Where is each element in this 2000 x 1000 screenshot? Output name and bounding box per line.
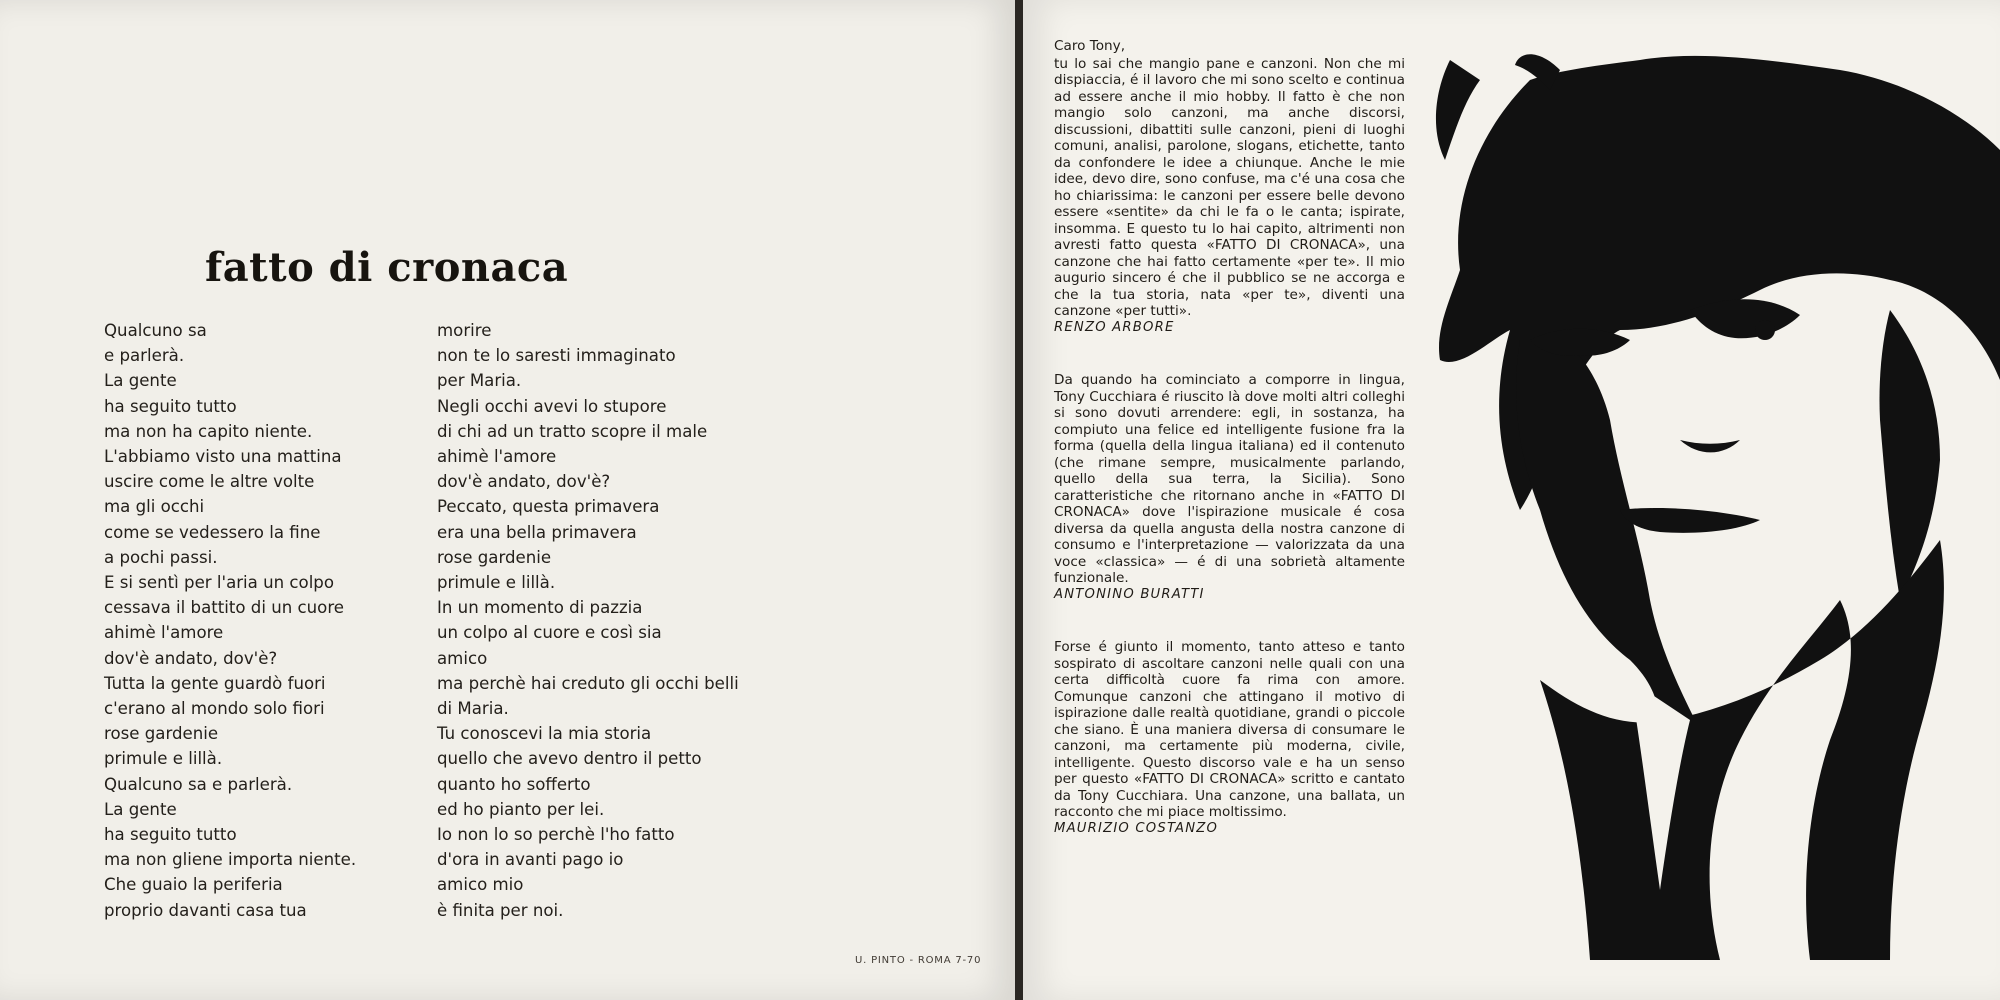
lyric-line: E si sentì per l'aria un colpo: [104, 573, 334, 593]
signature-costanzo: MAURIZIO COSTANZO: [1054, 820, 1219, 836]
lyric-line: quello che avevo dentro il petto: [437, 749, 702, 769]
lyric-line: ma perchè hai creduto gli occhi belli: [437, 673, 739, 693]
lyric-line: primule e lillà.: [437, 573, 556, 593]
lyric-line: non te lo saresti immaginato: [437, 346, 676, 366]
lyric-line: In un momento di pazzia: [437, 598, 643, 618]
lyric-line: dov'è andato, dov'è?: [104, 648, 278, 668]
lyric-line: proprio davanti casa tua: [104, 900, 307, 920]
singer-portrait-icon: [1420, 40, 2000, 960]
lyric-line: Che guaio la periferia: [104, 875, 283, 895]
lyric-line: come se vedessero la fine: [104, 522, 321, 542]
signature-arbore: RENZO ARBORE: [1054, 319, 1175, 335]
lyric-line: cessava il battito di un cuore: [104, 598, 344, 618]
lyric-line: c'erano al mondo solo fiori: [104, 699, 325, 719]
lyric-line: ma non ha capito niente.: [104, 421, 313, 441]
lyric-line: era una bella primavera: [437, 522, 637, 542]
song-title: fatto di cronaca: [205, 244, 569, 291]
lyric-line: ed ho pianto per lei.: [437, 799, 605, 819]
lyric-line: d'ora in avanti pago io: [437, 850, 624, 870]
lyric-line: La gente: [104, 371, 177, 391]
portrait-mouth: [1620, 508, 1760, 533]
lyric-line: Qualcuno sa e parlerà.: [104, 774, 293, 794]
lyric-line: primule e lillà.: [104, 749, 223, 769]
lyric-line: Io non lo so perchè l'ho fatto: [437, 825, 675, 845]
lyric-line: e parlerà.: [104, 346, 185, 366]
lyric-line: La gente: [104, 799, 177, 819]
lyric-line: ha seguito tutto: [104, 396, 237, 416]
lyrics-column-2: [437, 318, 777, 923]
liner-notes: [1054, 38, 1405, 837]
lyric-line: un colpo al cuore e così sia: [437, 623, 662, 643]
signature-buratti: ANTONINO BURATTI: [1054, 586, 1205, 602]
printer-credit: U. PINTO - ROMA 7-70: [855, 955, 982, 966]
lyric-line: L'abbiamo visto una mattina: [104, 447, 342, 467]
note-buratti-text: Da quando ha cominciato a comporre in lingua, Tony Cucchiara é riuscito là dove molti altri colleghi si sono dovuti arrendere: egli, in sostanza, ha compiuto una felice ed intelligente fusione fra la forma (quella della lingua italiana) ed il contenuto (che rimane sempre, musicalmente parlando, quello della sua terra, la Sicilia). Sono caratteristiche che ritornano anche in «FATTO DI CRONACA» dove l'ispirazione musicale é cosa diversa da quella angusta della nostra canzone di consumo e l'interpretazione — valorizzata da una voce «classica» — é di una sobrietà altamente funzionale.: [1054, 372, 1405, 586]
lyric-line: rose gardenie: [104, 724, 219, 744]
lyric-line: ha seguito tutto: [104, 825, 237, 845]
lyric-line: rose gardenie: [437, 547, 552, 567]
lyric-line: a pochi passi.: [104, 547, 218, 567]
note-costanzo-text: Forse é giunto il momento, tanto atteso e tanto sospirato di ascoltare canzoni nelle quali con una certa difficoltà cuore fa rima con amore. Comunque canzoni che attingano il motivo di ispirazione dalle realtà quotidiane, grandi o piccole che siano. È una maniera diversa di consumare le canzoni, ma certamente più moderna, civile, intelligente. Questo discorso vale e ha un senso per questo «FATTO DI CRONACA» scritto e cantato da Tony Cucchiara. Una canzone, una ballata, un racconto che mi piace moltissimo.: [1054, 639, 1405, 820]
note-arbore-text: tu lo sai che mangio pane e canzoni. Non che mi dispiaccia, é il lavoro che mi sono scelto e continua ad essere anche il mio hobby. Il fatto è che non mangio solo canzoni, ma anche discorsi, discussioni, dibattiti sulle canzoni, pieni di luoghi comuni, analisi, parolone, slogans, etichette, tanto da confondere le idee a chiunque. Anche le mie idee, devo dire, sono confuse, ma c'é una cosa che ho chiarissima: le canzoni per essere belle devono essere «sentite» da chi le fa o le canta; ispirate, insomma. E questo tu lo hai capito, altrimenti non avresti fatto questa «FATTO DI CRONACA», una canzone che hai fatto certamente «per te». Il mio augurio sincero é che il pubblico se ne accorga e che la tua storia, nata «per te», diventi una canzone «per tutti».: [1054, 55, 1405, 319]
lyric-line: quanto ho sofferto: [437, 774, 591, 794]
lyric-line: Peccato, questa primavera: [437, 497, 660, 517]
lyric-line: uscire come le altre volte: [104, 472, 315, 492]
lyric-line: di chi ad un tratto scopre il male: [437, 421, 708, 441]
lyric-line: di Maria.: [437, 699, 509, 719]
lyric-line: è finita per noi.: [437, 900, 564, 920]
lyric-line: Qualcuno sa: [104, 321, 207, 340]
note-salutation: Caro Tony,: [1054, 38, 1126, 54]
lyric-line: ahimè l'amore: [104, 623, 224, 643]
lyrics-column-1: [104, 318, 404, 923]
lyric-line: amico mio: [437, 875, 524, 895]
lyric-line: amico: [437, 648, 488, 668]
lyric-line: Tu conoscevi la mia storia: [437, 724, 652, 744]
portrait-right-eye: [1690, 299, 1800, 338]
lyric-line: ma gli occhi: [104, 497, 205, 517]
lyric-line: Tutta la gente guardò fuori: [104, 673, 326, 693]
lyric-line: ahimè l'amore: [437, 447, 557, 467]
lyric-line: morire: [437, 321, 492, 340]
lyric-line: per Maria.: [437, 371, 522, 391]
portrait-face-shadow: [1516, 340, 1700, 730]
lyric-line: ma non gliene importa niente.: [104, 850, 357, 870]
lyric-line: Negli occhi avevi lo stupore: [437, 396, 667, 416]
lyric-line: dov'è andato, dov'è?: [437, 472, 611, 492]
